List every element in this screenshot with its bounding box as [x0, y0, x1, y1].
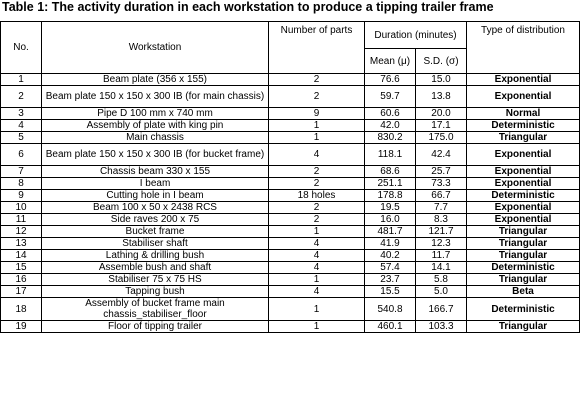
row-number: 10 [1, 202, 42, 214]
sd-cell: 8.3 [416, 214, 467, 226]
row-number: 14 [1, 250, 42, 262]
row-number: 19 [1, 321, 42, 333]
row-number: 4 [1, 120, 42, 132]
table-row [1, 274, 580, 286]
sd-cell: 7.7 [416, 202, 467, 214]
parts-cell: 18 holes [269, 190, 365, 202]
parts-cell: 1 [269, 132, 365, 144]
sd-cell: 5.0 [416, 286, 467, 298]
workstation-cell: Tapping bush [42, 286, 269, 298]
table-row [1, 298, 580, 321]
parts-cell: 2 [269, 202, 365, 214]
distribution-cell: Deterministic [467, 120, 580, 132]
table-row [1, 202, 580, 214]
distribution-cell: Exponential [467, 214, 580, 226]
mean-cell: 178.8 [365, 190, 416, 202]
distribution-cell: Exponential [467, 202, 580, 214]
row-number: 2 [1, 86, 42, 108]
workstation-cell: Beam plate 150 x 150 x 300 IB (for bucket frame) [42, 144, 269, 166]
sd-cell: 11.7 [416, 250, 467, 262]
distribution-cell: Deterministic [467, 298, 580, 321]
parts-cell: 4 [269, 144, 365, 166]
parts-cell: 2 [269, 74, 365, 86]
row-number: 16 [1, 274, 42, 286]
sd-cell: 12.3 [416, 238, 467, 250]
workstation-cell: Side raves 200 x 75 [42, 214, 269, 226]
distribution-cell: Exponential [467, 178, 580, 190]
row-number: 15 [1, 262, 42, 274]
distribution-cell: Exponential [467, 74, 580, 86]
parts-cell: 2 [269, 214, 365, 226]
sd-cell: 25.7 [416, 166, 467, 178]
header-type: Type of distribution [467, 22, 580, 74]
workstation-cell: Cutting hole in I beam [42, 190, 269, 202]
mean-cell: 830.2 [365, 132, 416, 144]
workstation-cell: Stabiliser shaft [42, 238, 269, 250]
parts-cell: 1 [269, 298, 365, 321]
sd-cell: 42.4 [416, 144, 467, 166]
table-row [1, 226, 580, 238]
distribution-cell: Triangular [467, 321, 580, 333]
workstation-cell: Beam plate (356 x 155) [42, 74, 269, 86]
distribution-cell: Deterministic [467, 190, 580, 202]
header-sd: S.D. (σ) [416, 49, 467, 74]
workstation-cell: Bucket frame [42, 226, 269, 238]
table-row [1, 144, 580, 166]
row-number: 7 [1, 166, 42, 178]
parts-cell: 2 [269, 178, 365, 190]
header-parts: Number of parts [269, 22, 365, 74]
parts-cell: 4 [269, 250, 365, 262]
parts-cell: 2 [269, 166, 365, 178]
table-row [1, 120, 580, 132]
table-row [1, 262, 580, 274]
table-row [1, 286, 580, 298]
workstation-cell: Lathing & drilling bush [42, 250, 269, 262]
workstation-cell: I beam [42, 178, 269, 190]
workstation-cell: Floor of tipping trailer [42, 321, 269, 333]
parts-cell: 1 [269, 274, 365, 286]
sd-cell: 5.8 [416, 274, 467, 286]
mean-cell: 15.5 [365, 286, 416, 298]
sd-cell: 13.8 [416, 86, 467, 108]
sd-cell: 15.0 [416, 74, 467, 86]
sd-cell: 175.0 [416, 132, 467, 144]
mean-cell: 68.6 [365, 166, 416, 178]
workstation-cell: Assembly of bucket frame main chassis_stabiliser_floor [42, 298, 269, 321]
row-number: 1 [1, 74, 42, 86]
mean-cell: 41.9 [365, 238, 416, 250]
distribution-cell: Deterministic [467, 262, 580, 274]
mean-cell: 57.4 [365, 262, 416, 274]
row-number: 12 [1, 226, 42, 238]
distribution-cell: Exponential [467, 144, 580, 166]
mean-cell: 251.1 [365, 178, 416, 190]
table-body [1, 74, 580, 333]
mean-cell: 76.6 [365, 74, 416, 86]
table-row [1, 250, 580, 262]
workstation-cell: Stabiliser 75 x 75 HS [42, 274, 269, 286]
mean-cell: 460.1 [365, 321, 416, 333]
distribution-cell: Exponential [467, 86, 580, 108]
sd-cell: 20.0 [416, 108, 467, 120]
row-number: 5 [1, 132, 42, 144]
table-row [1, 74, 580, 86]
table-row [1, 108, 580, 120]
row-number: 13 [1, 238, 42, 250]
mean-cell: 60.6 [365, 108, 416, 120]
mean-cell: 16.0 [365, 214, 416, 226]
mean-cell: 540.8 [365, 298, 416, 321]
distribution-cell: Triangular [467, 226, 580, 238]
header-row [1, 22, 580, 49]
row-number: 3 [1, 108, 42, 120]
table-row [1, 166, 580, 178]
table-row [1, 214, 580, 226]
mean-cell: 481.7 [365, 226, 416, 238]
parts-cell: 4 [269, 238, 365, 250]
parts-cell: 4 [269, 262, 365, 274]
header-duration: Duration (minutes) [365, 22, 467, 49]
table-row [1, 238, 580, 250]
parts-cell: 4 [269, 286, 365, 298]
activity-duration-table [0, 21, 580, 333]
sd-cell: 17.1 [416, 120, 467, 132]
sd-cell: 166.7 [416, 298, 467, 321]
workstation-cell: Chassis beam 330 x 155 [42, 166, 269, 178]
distribution-cell: Triangular [467, 250, 580, 262]
header-mean: Mean (μ) [365, 49, 416, 74]
distribution-cell: Normal [467, 108, 580, 120]
parts-cell: 2 [269, 86, 365, 108]
workstation-cell: Main chassis [42, 132, 269, 144]
table-row [1, 86, 580, 108]
sd-cell: 66.7 [416, 190, 467, 202]
table-row [1, 321, 580, 333]
mean-cell: 19.5 [365, 202, 416, 214]
sd-cell: 103.3 [416, 321, 467, 333]
workstation-cell: Pipe D 100 mm x 740 mm [42, 108, 269, 120]
mean-cell: 40.2 [365, 250, 416, 262]
mean-cell: 59.7 [365, 86, 416, 108]
row-number: 9 [1, 190, 42, 202]
table-row [1, 132, 580, 144]
row-number: 8 [1, 178, 42, 190]
row-number: 18 [1, 298, 42, 321]
workstation-cell: Assemble bush and shaft [42, 262, 269, 274]
workstation-cell: Beam 100 x 50 x 2438 RCS [42, 202, 269, 214]
sd-cell: 14.1 [416, 262, 467, 274]
row-number: 11 [1, 214, 42, 226]
parts-cell: 1 [269, 226, 365, 238]
parts-cell: 1 [269, 321, 365, 333]
sd-cell: 121.7 [416, 226, 467, 238]
workstation-cell: Beam plate 150 x 150 x 300 IB (for main chassis) [42, 86, 269, 108]
table-row [1, 178, 580, 190]
row-number: 6 [1, 144, 42, 166]
distribution-cell: Beta [467, 286, 580, 298]
header-no: No. [1, 22, 42, 74]
parts-cell: 1 [269, 120, 365, 132]
header-workstation: Workstation [42, 22, 269, 74]
mean-cell: 42.0 [365, 120, 416, 132]
distribution-cell: Exponential [467, 166, 580, 178]
distribution-cell: Triangular [467, 132, 580, 144]
row-number: 17 [1, 286, 42, 298]
distribution-cell: Triangular [467, 274, 580, 286]
mean-cell: 23.7 [365, 274, 416, 286]
table-title: Table 1: The activity duration in each workstation to produce a tipping trailer frame [2, 0, 494, 14]
parts-cell: 9 [269, 108, 365, 120]
sd-cell: 73.3 [416, 178, 467, 190]
workstation-cell: Assembly of plate with king pin [42, 120, 269, 132]
table-row [1, 190, 580, 202]
distribution-cell: Triangular [467, 238, 580, 250]
mean-cell: 118.1 [365, 144, 416, 166]
